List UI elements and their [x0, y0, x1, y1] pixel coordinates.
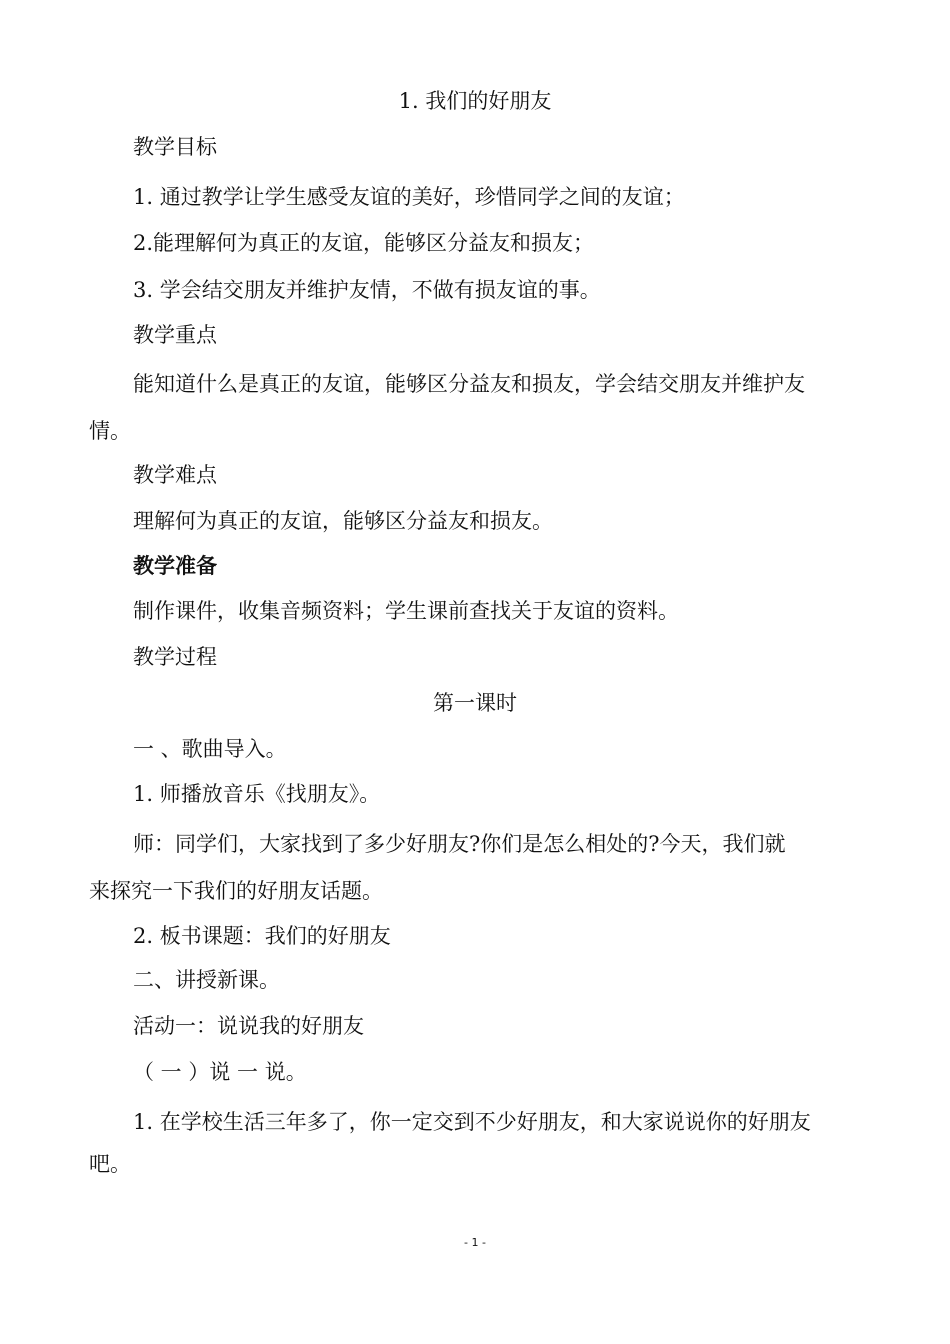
difficulty-text: 理解何为真正的友谊，能够区分益友和损友。: [133, 509, 553, 533]
subsection-1: （ 一 ）说 一 说。: [133, 1060, 307, 1084]
section-2-heading: 二、讲授新课。: [133, 968, 280, 992]
focus-line-2: 情。: [89, 419, 131, 443]
goal-heading: 教学目标: [133, 135, 217, 159]
teacher-line-1: 师：同学们，大家找到了多少好朋友?你们是怎么相处的?今天，我们就: [133, 832, 786, 856]
section-1-heading: 一 、歌曲导入。: [133, 737, 287, 761]
question-1-line-1: 1. 在学校生活三年多了，你一定交到不少好朋友，和大家说说你的好朋友: [133, 1110, 811, 1134]
step-2: 2. 板书课题：我们的好朋友: [133, 924, 391, 948]
focus-line-1: 能知道什么是真正的友谊，能够区分益友和损友，学会结交朋友并维护友: [133, 372, 805, 396]
activity-1-heading: 活动一：说说我的好朋友: [133, 1014, 364, 1038]
prep-text: 制作课件，收集音频资料；学生课前查找关于友谊的资料。: [133, 599, 679, 623]
goal-item-2: 2.能理解何为真正的友谊，能够区分益友和损友；: [133, 231, 595, 255]
goal-item-3: 3. 学会结交朋友并维护友情，不做有损友谊的事。: [133, 278, 601, 302]
teacher-line-2: 来探究一下我们的好朋友话题。: [89, 879, 383, 903]
prep-heading: 教学准备: [133, 553, 217, 578]
question-1-line-2: 吧。: [89, 1152, 131, 1176]
lesson-title: 第一课时: [433, 691, 517, 715]
step-1: 1. 师播放音乐《找朋友》。: [133, 782, 381, 806]
goal-item-1: 1. 通过教学让学生感受友谊的美好，珍惜同学之间的友谊；: [133, 185, 685, 209]
document-title: 1. 我们的好朋友: [398, 89, 552, 113]
difficulty-heading: 教学难点: [133, 463, 217, 487]
page-number: - 1 -: [464, 1236, 486, 1249]
focus-heading: 教学重点: [133, 323, 217, 347]
process-heading: 教学过程: [133, 645, 217, 669]
